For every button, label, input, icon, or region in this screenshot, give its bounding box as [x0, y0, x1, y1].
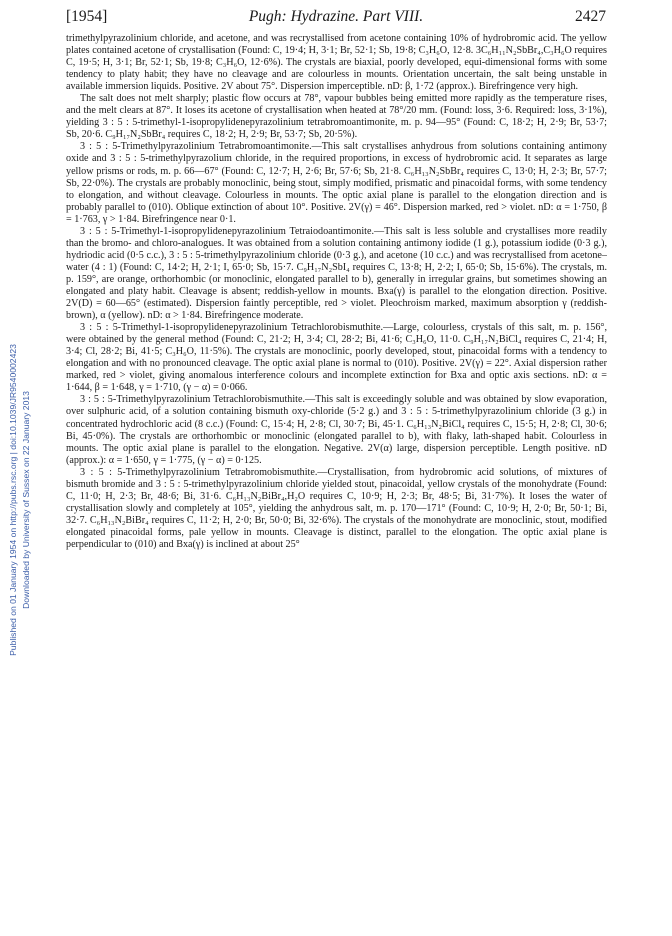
paragraph-melting-behaviour: The salt does not melt sharply; plastic flow occurs at 78°, vapour bubbles being emitted more rapidly as the temperature rises, and the melt clears at 87°. It loses its acetone of crystallisation when heated at 78°/20 mm. (Found: loss, 3·6. Required: loss, 3·1%), yielding 3 : 5 : 5-trimethyl-1-isopropylidenepyrazolinium tetrabromoantimonite, m. p. 94—95° (Found: C, 18·2; H, 2·9; Br, 53·7; Sb, 20·6. C₉H₁₇N₂SbBr₄ requires C, 18·2; H, 2·9; Br, 53·7; Sb, 20·5%).	[66, 93, 607, 141]
paragraph-tetrabromoantimonite: 3 : 5 : 5-Trimethylpyrazolinium Tetrabromoantimonite.—This salt crystallises anhydrous from solutions containing antimony oxide and 3 : 5 : 5-trimethylpyrazolium chloride, in the required proportions, in excess of hydrobromic acid. It separates as large yellow prisms or rods, m. p. 66—67° (Found: C, 12·7; H, 2·6; Br, 57·6; Sb, 21·8. C₆H₁₃N₂SbBr₄ requires C, 13·0; H, 2·3; Br, 57·7; Sb, 22·0%). The crystals are probably monoclinic, being stout, simply modified, prismatic and pinacoidal forms, with some tendency to elongation, and without cleavage. Colourless in mounts. The optic axial plane is parallel to the elongation direction and is probably parallel to (010). Oblique extinction of about 10°. Positive. 2V(γ) = 46°. Dispersion marked, red > violet. nD: α = 1·750, β = 1·763, γ > 1·84. Birefringence near 0·1.	[66, 141, 607, 225]
article-body	[66, 33, 607, 551]
paragraph-tetrabromobismuthite: 3 : 5 : 5-Trimethylpyrazolinium Tetrabromobismuthite.—Crystallisation, from hydrobromic acid solutions, of mixtures of bismuth bromide and 3 : 5 : 5-trimethylpyrazolinium chloride yielded stout, pinacoidal, yellow crystals of the monohydrate (Found: C, 11·0; H, 2·3; Br, 48·6; Bi, 31·6. C₆H₁₃N₂BiBr₄,H₂O requires C, 10·9; H, 2·3; Br, 48·5; Bi, 31·7%). It loses the water of crystallisation slowly and completely at 105°, yielding the anhydrous salt, m. p. 170—171° (Found: C, 10·9; H, 2·0; Br, 50·1; Bi, 32·7. C₆H₁₃N₂BiBr₄ requires C, 11·2; H, 2·0; Br, 50·0; Bi, 32·6%). The crystals of the monohydrate are monoclinic, stout, modified elongated pinacoidal forms, pale yellow in mounts. Cleavage is distinct, parallel to the elongation. The optic axial plane is perpendicular to (010) and Bxa(γ) is inclined at about 25°	[66, 466, 607, 550]
paragraph-isopropylidene-tetrachlorobismuthite: 3 : 5 : 5-Trimethyl-1-isopropylidenepyrazolinium Tetrachlorobismuthite.—Large, colourless, crystals of this salt, m. p. 156°, were obtained by the general method (Found: C, 21·2; H, 3·4; Cl, 28·2; Bi, 41·6; C₃H₆O, 11·0. C₉H₁₇N₂BiCl₄ requires C, 21·4; H, 3·4; Cl, 28·2; Bi, 41·5; C₃H₆O, 11·5%). The crystals are monoclinic, poorly developed, stout, pinacoidal forms with a tendency to elongation and with no pronounced cleavage. The optic axial plane is normal to (010). Positive. 2V(γ) = 22°. Axial dispersion rather marked, red > violet, giving anomalous interference colours and incomplete extinction for Bxa and optic axis sections. nD: α = 1·644, β = 1·648, γ = 1·710, (γ − α) = 0·066.	[66, 322, 607, 394]
watermark-downloaded-line[interactable]: Downloaded by University of Sussex on 22 January 2013	[21, 391, 31, 609]
download-watermark	[2, 200, 36, 800]
header-page-number: 2427	[575, 8, 606, 25]
paragraph-tetrachlorobismuthite: 3 : 5 : 5-Trimethylpyrazolinium Tetrachlorobismuthite.—This salt is exceedingly soluble and was obtained by slow evaporation, over sulphuric acid, of a solution containing bismuth oxy-chloride (5·2 g.) and 3 : 5 : 5-trimethylpyrazolinium chloride (3 g.) in concentrated hydrochloric acid (8 c.c.) (Found: C, 15·4; H, 2·8; Cl, 30·7; Bi, 45·1. C₆H₁₃N₂BiCl₄ requires C, 15·5; H, 2·8; Cl, 30·6; Bi, 45·0%). The crystals are orthorhombic or monoclinic (elongated parallel to b), with flaky, lath-shaped habit. Colourless in mounts. The optic axial plane is parallel to the elongation. Negative. 2V(α) large, dispersion perceptible. Length positive. nD (approx.): α = 1·650, γ = 1·775, (γ − α) = 0·125.	[66, 394, 607, 466]
header-title: Pugh: Hydrazine. Part VIII.	[248, 8, 424, 25]
header-year: [1954]	[66, 8, 108, 25]
watermark-published-line[interactable]: Published on 01 January 1954 on http://pubs.rsc.org | doi:10.1039/JR9540002423	[8, 344, 18, 656]
paragraph-tetraiodoantimonite: 3 : 5 : 5-Trimethyl-1-isopropylidenepyrazolinium Tetraiodoantimonite.—This salt is less soluble and crystallises more readily than the bromo- and chloro-analogues. It was obtained from a solution containing antimony iodide (1 g.), potassium iodide (0·3 g.), hydriodic acid (0·5 c.c.), 3 : 5 : 5-trimethylpyrazolinium chloride (0·3 g.), and acetone (10 c.c.) and was recrystallised from acetone–water (4 : 1) (Found: C, 14·2; H, 2·1; I, 65·0; Sb, 15·7. C₉H₁₇N₂SbI₄ requires C, 13·8; H, 2·2; I, 65·0; Sb, 15·6%). The crystals, m. p. 159°, are orange, orthorhombic (or monoclinic, elongated parallel to b), generally in irregular grains, but sometimes showing an elongated and platy habit. Cleavage is absent; reddish-yellow in mounts. Bxa(γ) is parallel to the elongation direction. Positive. 2V(D) = 60—65° (estimated). Dispersion faintly perceptible, red > violet. Pleochroism marked, maximum absorption γ (reddish-brown), α (yellow). nD: α > 1·84. Birefringence moderate.	[66, 225, 607, 322]
paragraph-continuation: trimethylpyrazolinium chloride, and acetone, and was recrystallised from acetone containing 10% of hydrobromic acid. The yellow plates contained acetone of crystallisation (Found: C, 19·4; H, 3·1; Br, 52·1; Sb, 19·8; C₃H₆O, 12·8. 3C₆H₁₁N₂SbBr₄,C₃H₆O requires C, 19·5; H, 3·1; Br, 52·1; Sb, 19·8; C₃H₆O, 12·6%). The crystals are biaxial, poorly developed, equi-dimensional forms with some tendency to platy habit; they have no cleavage and are colourless in mounts. Orientation uncertain, the salt being unstable in available immersion liquids. Positive. 2V about 75°. Dispersion imperceptible. nD: β, 1·72 (approx.). Birefringence very high.	[66, 33, 607, 93]
running-header	[66, 8, 606, 30]
